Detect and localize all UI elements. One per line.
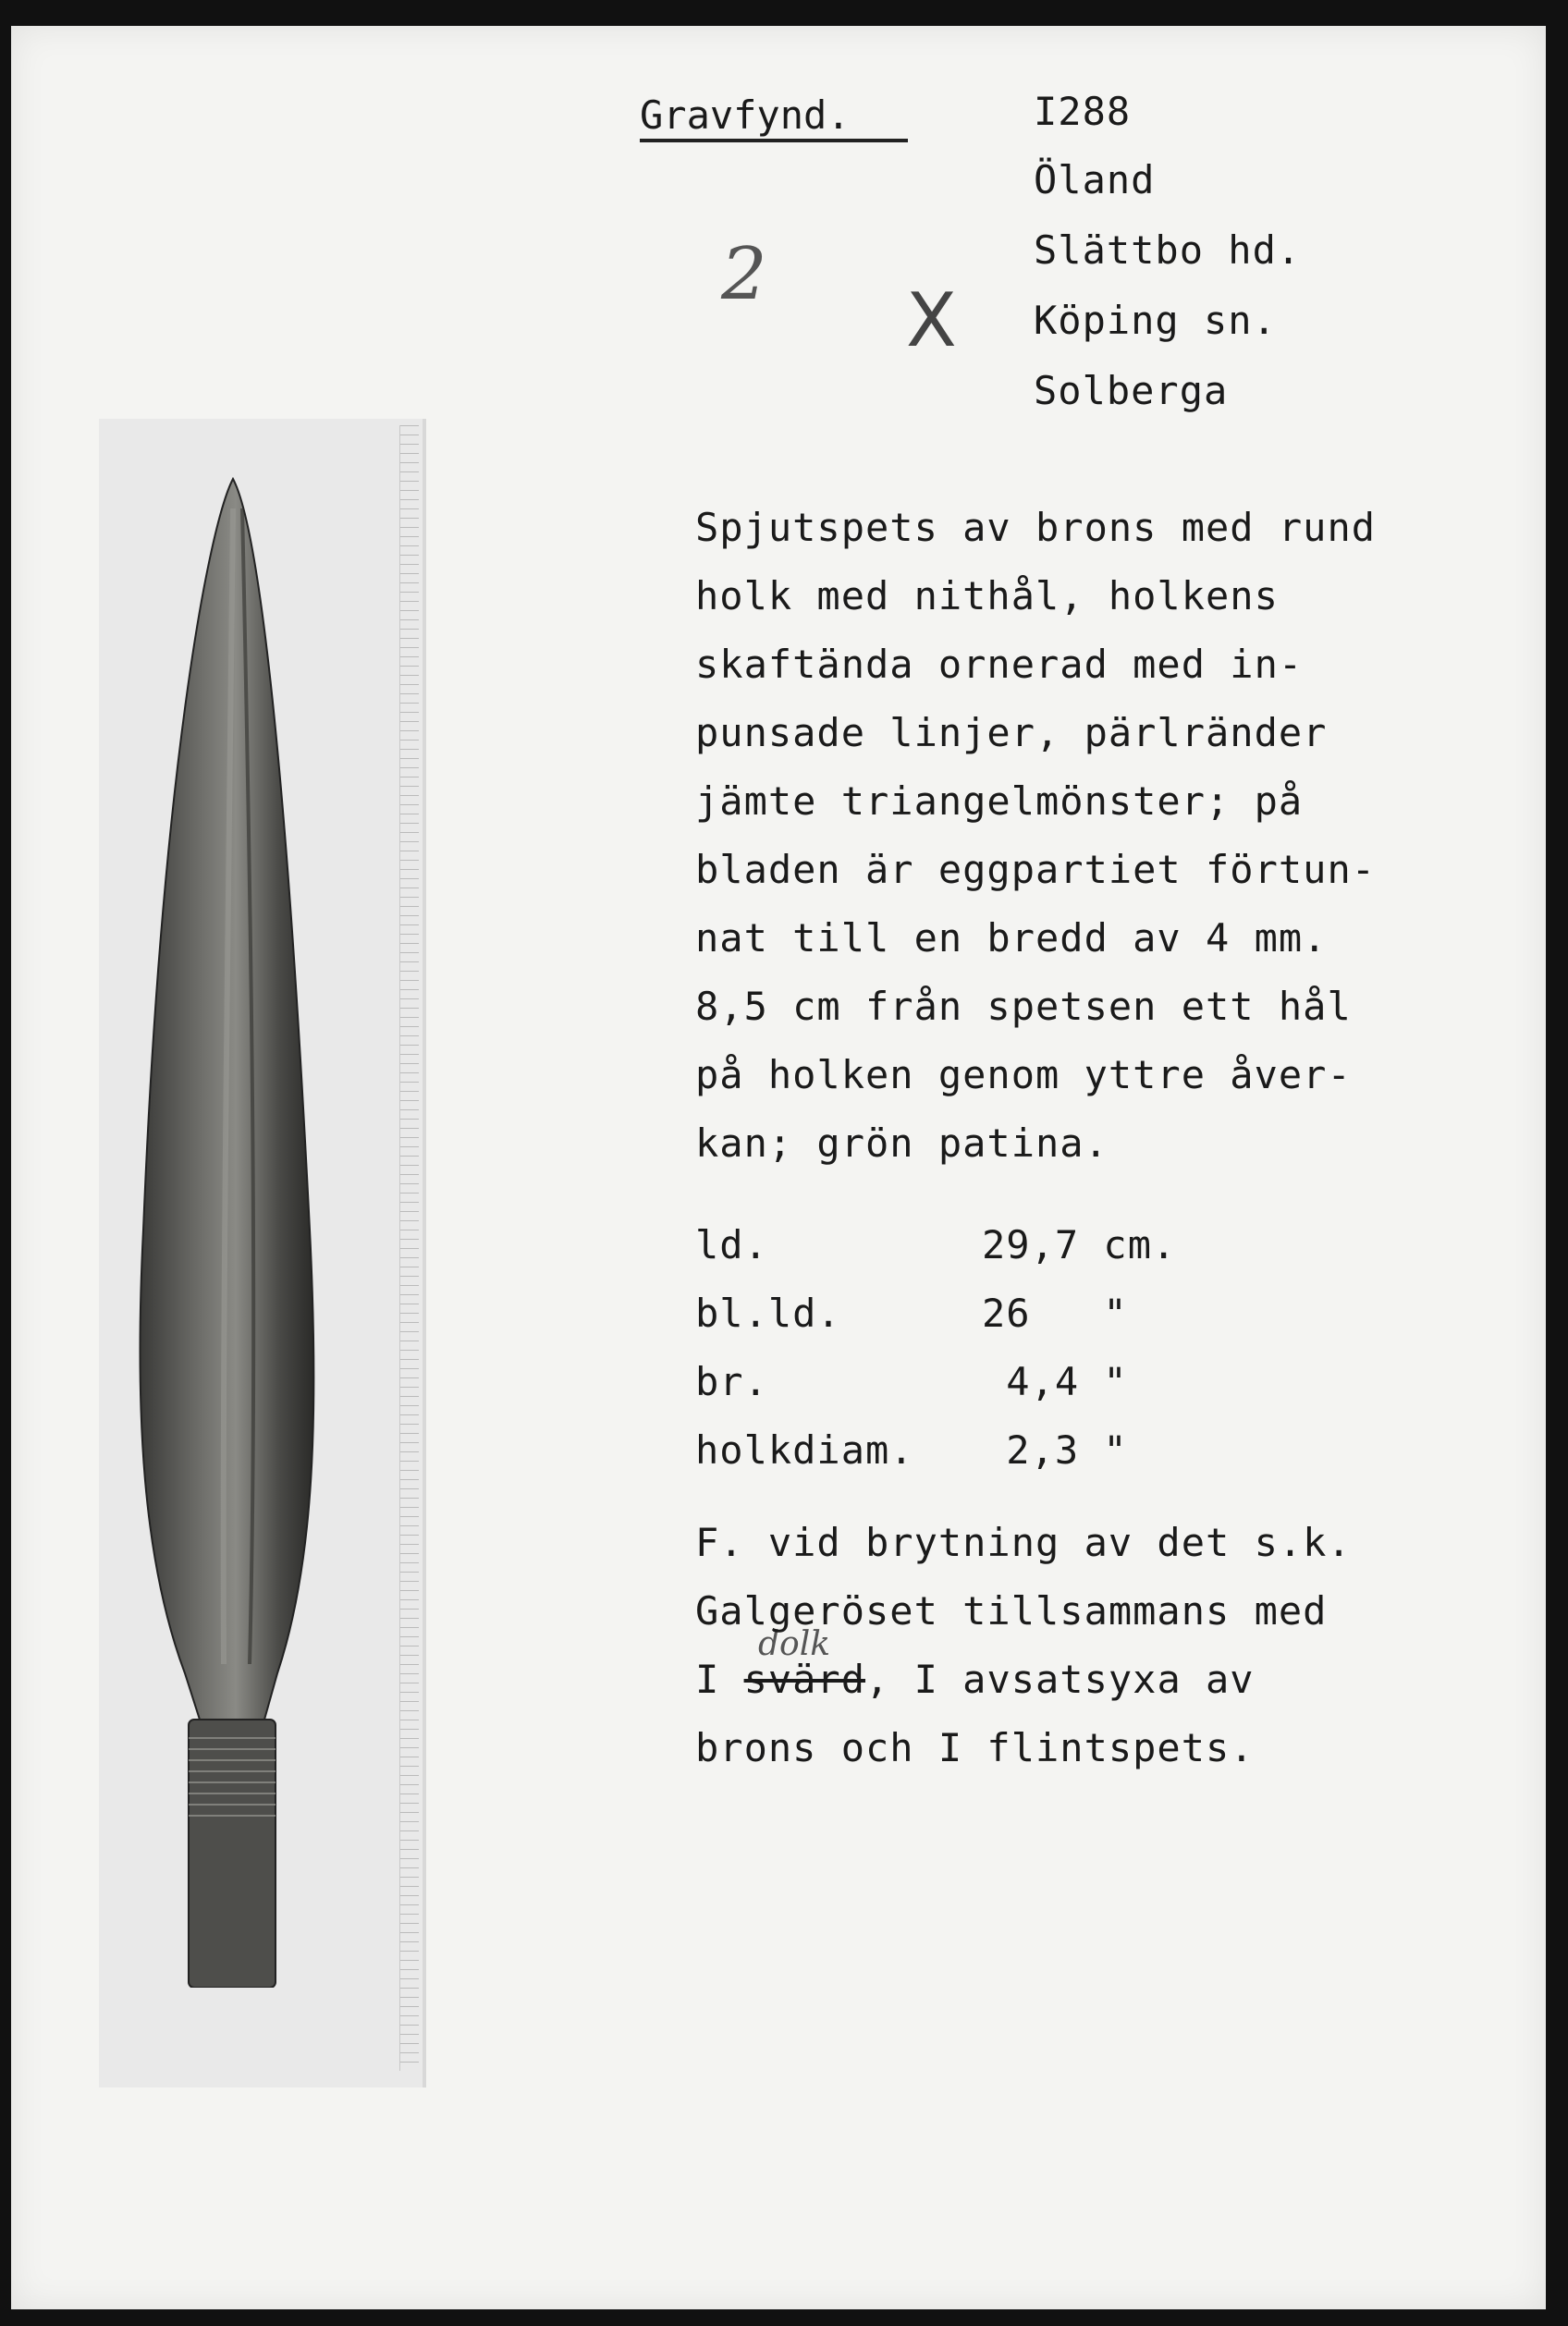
heading-underline bbox=[640, 139, 908, 142]
location-province: Öland bbox=[1034, 157, 1156, 202]
description-line: Spjutspets av brons med rund bbox=[695, 505, 1377, 550]
find-note-line: brons och I flintspets. bbox=[695, 1725, 1255, 1770]
location-district: Slättbo hd. bbox=[1034, 227, 1302, 273]
find-note-line: Galgeröset tillsammans med bbox=[695, 1588, 1328, 1634]
description-line: punsade linjer, pärlränder bbox=[695, 710, 1328, 755]
description-line: kan; grön patina. bbox=[695, 1120, 1109, 1166]
measurement-label: holkdiam. bbox=[695, 1427, 914, 1473]
measurement-value: 2,3 " bbox=[982, 1427, 1128, 1473]
find-note-prefix: I bbox=[695, 1657, 744, 1702]
handwritten-number: 2 bbox=[721, 233, 767, 316]
description-line: nat till en bredd av 4 mm. bbox=[695, 915, 1328, 961]
measurement-label: br. bbox=[695, 1359, 768, 1404]
find-note-line: F. vid brytning av det s.k. bbox=[695, 1520, 1352, 1565]
location-parish: Köping sn. bbox=[1034, 298, 1277, 343]
location-site: Solberga bbox=[1034, 368, 1229, 413]
catalog-number: I288 bbox=[1034, 89, 1132, 134]
find-note-suffix: , I avsatsyxa av bbox=[865, 1657, 1255, 1702]
handwritten-cross: X bbox=[906, 277, 957, 363]
description-line: holk med nithål, holkens bbox=[695, 573, 1279, 618]
description-line: bladen är eggpartiet förtun- bbox=[695, 847, 1377, 892]
card-heading: Gravfynd. bbox=[640, 92, 851, 138]
measurement-value: 29,7 cm. bbox=[982, 1222, 1177, 1267]
measurement-label: ld. bbox=[695, 1222, 768, 1267]
description-line: jämte triangelmönster; på bbox=[695, 778, 1304, 824]
measurement-value: 26 " bbox=[982, 1291, 1128, 1336]
measurement-label: bl.ld. bbox=[695, 1291, 841, 1336]
measurement-value: 4,4 " bbox=[982, 1359, 1128, 1404]
description-line: skaftända ornerad med in- bbox=[695, 642, 1304, 687]
spearhead-image bbox=[120, 471, 361, 1988]
struck-word: svärd bbox=[743, 1657, 866, 1702]
description-line: på holken genom yttre åver- bbox=[695, 1052, 1352, 1097]
find-note-line bbox=[695, 1657, 1255, 1702]
measuring-scale bbox=[399, 425, 419, 2071]
handwritten-correction: dolk bbox=[758, 1625, 831, 1663]
description-line: 8,5 cm från spetsen ett hål bbox=[695, 984, 1352, 1029]
